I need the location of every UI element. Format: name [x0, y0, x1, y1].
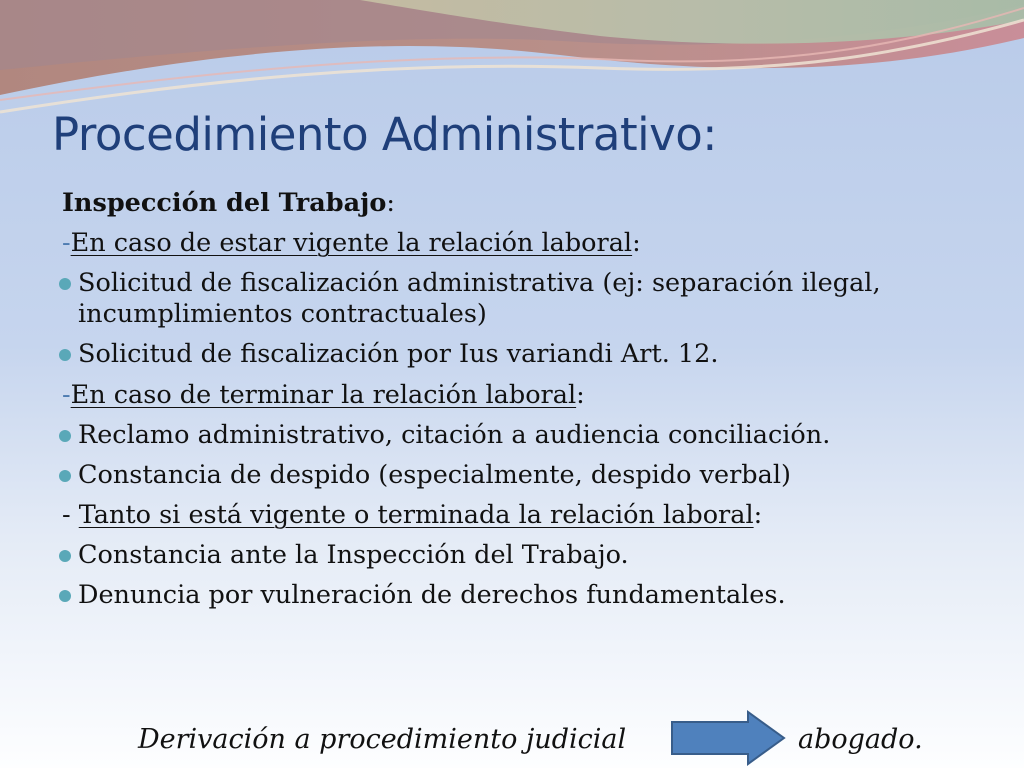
list-item [59, 460, 962, 491]
slide-title: Procedimiento Administrativo: [52, 108, 717, 161]
bullet-dot-icon [59, 550, 71, 562]
subtitle [62, 188, 962, 219]
bullet-dot-icon [59, 590, 71, 602]
list-item [59, 540, 962, 571]
bullet-dot-icon [59, 430, 71, 442]
subtitle-bold: Inspección del Trabajo [62, 188, 387, 218]
list-item [59, 580, 962, 611]
list-item-text: Constancia de despido (especialmente, despido verbal) [78, 459, 791, 490]
bullet-dot-icon [59, 470, 71, 482]
list-item-text: Solicitud de fiscalización administrativa (ej: separación ilegal, incumplimientos contractuales) [78, 268, 881, 330]
slide-content [62, 188, 962, 620]
bullet-dot-icon [59, 349, 71, 361]
section-heading-text: En caso de estar vigente la relación laboral [70, 228, 633, 259]
list-item-text: Denuncia por vulneración de derechos fundamentales. [78, 580, 786, 611]
conclusion-right-text: abogado. [798, 724, 923, 755]
list-item [59, 420, 962, 451]
conclusion-line [138, 720, 998, 764]
section-heading-text: En caso de terminar la relación laboral [70, 379, 577, 410]
dash-marker: - [62, 499, 79, 530]
section-heading-suffix: : [632, 228, 641, 259]
section-heading [62, 228, 962, 259]
bullet-dot-icon [59, 278, 71, 290]
list-item [59, 268, 962, 330]
dash-marker: - [62, 379, 71, 410]
right-arrow-icon [670, 710, 786, 766]
section-heading-text: Tanto si está vigente o terminada la relación laboral [78, 499, 754, 530]
section-heading [62, 380, 962, 411]
list-item [59, 339, 962, 370]
section-heading [62, 500, 962, 531]
section-heading-suffix: : [576, 379, 585, 410]
subtitle-suffix: : [386, 188, 395, 218]
conclusion-left-text: Derivación a procedimiento judicial [138, 724, 627, 755]
list-item-text: Solicitud de fiscalización por Ius variandi Art. 12. [78, 339, 719, 370]
list-item-text: Reclamo administrativo, citación a audiencia conciliación. [78, 419, 831, 450]
dash-marker: - [62, 228, 71, 259]
section-heading-suffix: : [753, 499, 763, 530]
list-item-text: Constancia ante la Inspección del Trabajo. [78, 539, 629, 570]
